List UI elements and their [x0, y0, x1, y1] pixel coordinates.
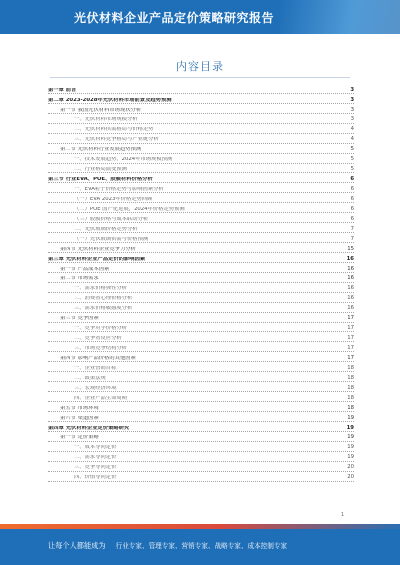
toc-entry-page: 4 — [350, 126, 354, 133]
toc-entry[interactable] — [48, 263, 354, 273]
toc-entry[interactable] — [48, 462, 354, 472]
toc-entry-text: 第二章 2023-2028年光伏材料市场前景及趋势预测 — [48, 97, 172, 103]
toc-entry-text: 一、光伏材料市场规模分析 — [74, 117, 138, 123]
toc-heading: 内容目录 — [176, 60, 224, 73]
toc-entry-text: （二）POE 国产化进展，2024年价格走势预测 — [74, 206, 185, 212]
toc-entry[interactable] — [48, 94, 354, 104]
toc-entry-page: 18 — [347, 364, 354, 371]
toc-entry-text: 一、竞争对手价格分析 — [74, 326, 127, 332]
toc-entry-text: 第四节 光伏材料企业竞争力分析 — [60, 246, 136, 252]
toc-entry-page: 6 — [350, 205, 354, 212]
toc-entry[interactable] — [48, 104, 354, 114]
toc-entry-text: （一）光伏玻璃供需与价格预测 — [74, 236, 149, 242]
toc-entry-text: 第一章 前言 — [48, 87, 77, 93]
toc-entry[interactable] — [48, 442, 354, 452]
toc-entry[interactable] — [48, 144, 354, 154]
toc-entry-page: 3 — [350, 96, 354, 103]
toc-entry[interactable] — [48, 134, 354, 144]
toc-entry-page: 16 — [347, 265, 354, 272]
toc-entry[interactable] — [48, 213, 354, 223]
toc-entry-page: 16 — [347, 305, 354, 312]
toc-entry[interactable] — [48, 193, 354, 203]
toc-entry[interactable] — [48, 313, 354, 323]
toc-entry[interactable] — [48, 452, 354, 462]
toc-entry-page: 18 — [347, 384, 354, 391]
toc-entry-page: 18 — [347, 404, 354, 411]
footer-slogan — [48, 540, 287, 551]
toc-entry-text: 二、光伏材料供需格局与价格走势 — [74, 127, 154, 133]
toc-entry-text: 一、企业营销目标 — [74, 365, 117, 371]
toc-entry[interactable] — [48, 303, 354, 313]
toc-entry-text: 一、技术发展趋势，2024年市场规模预测 — [74, 157, 173, 163]
table-of-contents — [48, 84, 354, 482]
toc-entry[interactable] — [48, 293, 354, 303]
toc-entry[interactable] — [48, 233, 354, 243]
report-header-bar — [0, 0, 400, 34]
toc-entry-text: 三、光伏材料竞争格局与产业链分析 — [74, 137, 159, 143]
toc-entry[interactable] — [48, 342, 354, 352]
footer-slogan-items: 行业专家、管理专家、营销专家、战略专家、成本控制专家 — [115, 542, 288, 550]
toc-entry[interactable] — [48, 114, 354, 124]
toc-entry-text: 一、需求价格弹性分析 — [74, 286, 127, 292]
toc-entry-page: 17 — [347, 335, 354, 342]
toc-entry-text: 二、政策法规 — [74, 375, 106, 381]
toc-entry-text: 第三章 光伏材料企业产品定价的影响因素 — [48, 256, 146, 262]
toc-entry-page: 20 — [347, 474, 354, 481]
toc-entry[interactable] — [48, 472, 354, 482]
toc-entry-text: 第五节 市场环境 — [60, 405, 99, 411]
toc-entry[interactable] — [48, 323, 354, 333]
toc-entry[interactable] — [48, 352, 354, 362]
toc-entry[interactable] — [48, 124, 354, 134]
toc-entry-text: 二、需求导向定价 — [74, 455, 117, 461]
toc-entry-page: 3 — [350, 116, 354, 123]
toc-entry[interactable] — [48, 332, 354, 342]
toc-entry-text: 第三节 竞争因素 — [60, 316, 99, 322]
toc-entry-text: 三、宏观经济环境 — [74, 385, 117, 391]
toc-entry-text: 三、需求价格敏感度分析 — [74, 306, 133, 312]
toc-entry-text: 二、竞争者反应分析 — [74, 336, 122, 342]
toc-divider — [50, 77, 350, 78]
toc-entry[interactable] — [48, 283, 354, 293]
report-title: 光伏材料企业产品定价策略研究报告 — [74, 11, 275, 25]
toc-entry[interactable] — [48, 412, 354, 422]
toc-entry[interactable] — [48, 173, 354, 183]
toc-entry-page: 20 — [347, 464, 354, 471]
toc-entry[interactable] — [48, 402, 354, 412]
toc-entry[interactable] — [48, 382, 354, 392]
toc-entry[interactable] — [48, 253, 354, 263]
toc-entry-page: 19 — [347, 454, 354, 461]
toc-entry-text: 二、光伏玻璃价格走势分析 — [74, 226, 138, 232]
toc-entry-page: 6 — [350, 186, 354, 193]
toc-entry-text: 一、成本导向定价 — [74, 445, 117, 451]
toc-entry-text: 二、行业格局演变预测 — [74, 167, 127, 173]
toc-entry-text: 第二节 光伏材料行业发展趋势预测 — [60, 147, 142, 153]
toc-entry-text: （三）胶膜价格与成本联动分析 — [74, 216, 149, 222]
toc-entry[interactable] — [48, 154, 354, 164]
toc-entry-text: 第四章 光伏材料企业定价策略研究 — [48, 425, 130, 431]
toc-entry-text: 一、EVA粒子价格走势与影响因素分析 — [74, 187, 164, 193]
toc-entry[interactable] — [48, 372, 354, 382]
toc-entry-page: 7 — [350, 225, 354, 232]
toc-entry[interactable] — [48, 273, 354, 283]
toc-entry-page: 3 — [350, 86, 354, 93]
toc-entry-page: 18 — [347, 394, 354, 401]
toc-entry-text: 三、市场竞争结构分析 — [74, 346, 127, 352]
toc-entry-page: 4 — [350, 136, 354, 143]
toc-entry-page: 16 — [347, 275, 354, 282]
toc-entry[interactable] — [48, 183, 354, 193]
toc-entry[interactable] — [48, 84, 354, 94]
toc-entry-page: 17 — [347, 325, 354, 332]
toc-entry-page: 17 — [347, 354, 354, 361]
toc-entry-text: 第二节 市场需求 — [60, 276, 99, 282]
toc-entry-text: 第一节 定价策略 — [60, 435, 99, 441]
toc-entry[interactable] — [48, 164, 354, 174]
toc-entry-text: 第一节 产品成本因素 — [60, 266, 110, 272]
toc-entry-page: 6 — [350, 195, 354, 202]
toc-entry-page: 16 — [347, 285, 354, 292]
page-number: 1 — [340, 512, 344, 518]
toc-entry-page: 19 — [346, 424, 354, 431]
toc-entry-page: 5 — [350, 146, 354, 153]
toc-entry-text: 第一节 我国光伏材料市场现状分析 — [60, 107, 142, 113]
toc-entry-text: 四、企业产品生命周期 — [74, 395, 127, 401]
toc-entry-page: 16 — [346, 255, 354, 262]
header-decorative-stripe — [280, 0, 400, 34]
toc-entry-page: 6 — [350, 176, 354, 183]
footer-slogan-lead: 让每个人都能成为 — [48, 541, 106, 550]
toc-entry[interactable] — [48, 422, 354, 432]
toc-entry-page: 5 — [350, 166, 354, 173]
toc-entry-text: （一）EVA 2023年价格走势回顾 — [74, 196, 153, 202]
toc-entry-page: 19 — [347, 414, 354, 421]
toc-entry-page: 6 — [350, 215, 354, 222]
toc-entry-page: 17 — [347, 345, 354, 352]
toc-entry[interactable] — [48, 243, 354, 253]
toc-entry-text: 第六节 渠道因素 — [60, 415, 99, 421]
toc-entry-page: 7 — [350, 235, 354, 242]
toc-entry-text: 三、竞争导向定价 — [74, 465, 117, 471]
toc-entry-page: 15 — [347, 245, 354, 252]
toc-entry-page: 17 — [347, 315, 354, 322]
toc-entry-page: 19 — [347, 444, 354, 451]
toc-entry-page: 19 — [347, 434, 354, 441]
toc-entry[interactable] — [48, 223, 354, 233]
toc-entry-text: 第三节 行业EVA、POE、胶膜材料价格分析 — [48, 177, 153, 183]
toc-entry-text: 第四节 影响产品价格的其他因素 — [60, 355, 136, 361]
toc-entry-text: 四、价值导向定价 — [74, 475, 117, 481]
toc-entry-page: 16 — [347, 295, 354, 302]
toc-entry-page: 18 — [347, 374, 354, 381]
toc-entry[interactable] — [48, 362, 354, 372]
toc-entry-page: 5 — [350, 156, 354, 163]
toc-entry-page: 3 — [350, 106, 354, 113]
toc-entry[interactable] — [48, 203, 354, 213]
toc-entry-text: 二、消费者心理价格分析 — [74, 296, 133, 302]
toc-entry[interactable] — [48, 392, 354, 402]
toc-entry[interactable] — [48, 432, 354, 442]
